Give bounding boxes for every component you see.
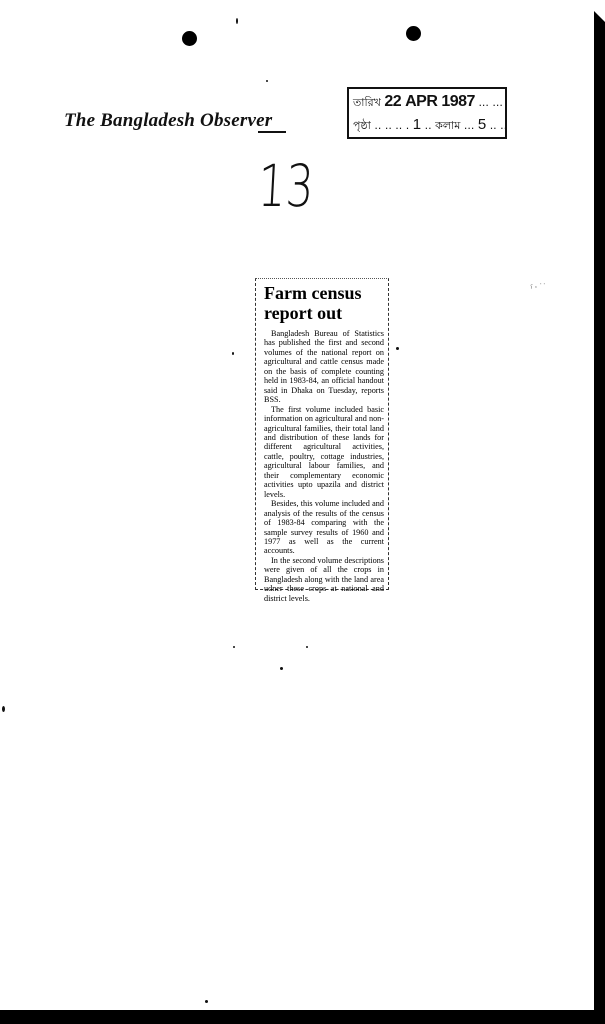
- scan-speck: [396, 347, 399, 350]
- scan-speck: [306, 646, 308, 648]
- headline-line-2: report out: [264, 303, 343, 323]
- scan-speck: [205, 1000, 208, 1003]
- article-paragraph: The first volume included basic information on agricultural and non-agricultural families, their total land and distribution of these lands for different agricultural activities, cattle, poultry, cottage industries, agricultural labour families, and their complementary economic activities upto upazila and district levels.: [264, 404, 384, 499]
- article-headline: [264, 283, 384, 323]
- scan-edge-right: [594, 0, 605, 1024]
- punch-hole-right: [406, 26, 421, 41]
- newspaper-name: The Bangladesh Observer: [64, 110, 273, 131]
- scan-speck: [232, 352, 234, 355]
- punch-hole-left: [182, 31, 197, 46]
- scan-speck: [233, 646, 235, 648]
- handwritten-file-number: 13: [256, 152, 316, 220]
- scan-edge-bottom: [0, 1010, 605, 1024]
- stamp-page-label: পৃষ্ঠা: [353, 119, 371, 132]
- margin-mark: ፣ ፡ ˙˙: [530, 283, 546, 291]
- article-paragraph: Besides, this volume included and analysis of the results of the census of 1983-84 comparing with the sample survey results of 1960 and 1977 as well as the current accounts.: [264, 499, 384, 556]
- date-stamp: [347, 87, 507, 139]
- article-body: [264, 329, 384, 603]
- scan-speck: [280, 667, 283, 670]
- stamp-column-value: 5: [477, 116, 487, 133]
- scan-speck: [236, 18, 238, 24]
- stamp-date-trail: ... ...: [478, 96, 503, 109]
- headline-line-1: Farm census: [264, 283, 362, 303]
- scan-speck: [2, 706, 5, 712]
- stamp-date-row: [353, 93, 503, 113]
- stamp-page-value: 1: [412, 116, 422, 133]
- newspaper-name-underline: [258, 131, 286, 133]
- article-paragraph: In the second volume descriptions were given of all the crops in Bangladesh along with the land area udner these crops at national and district levels.: [264, 555, 384, 603]
- stamp-date-label: তারিখ: [353, 96, 381, 109]
- news-clipping: [255, 278, 389, 603]
- article-paragraph: Bangladesh Bureau of Statistics has published the first and second volumes of the national report on agricultural and cattle census made on the basis of complete counting held in 1983-84, an official handout said in Dhaka on Tuesday, reports BSS.: [264, 329, 384, 405]
- stamp-date-value: 22 APR 1987: [384, 93, 475, 110]
- stamp-page-row: পৃষ্ঠা .. .. .. . 1 .. কলাম ... 5 .. ..: [353, 116, 508, 133]
- scan-speck: [266, 80, 268, 82]
- stamp-column-label: কলাম: [435, 119, 461, 132]
